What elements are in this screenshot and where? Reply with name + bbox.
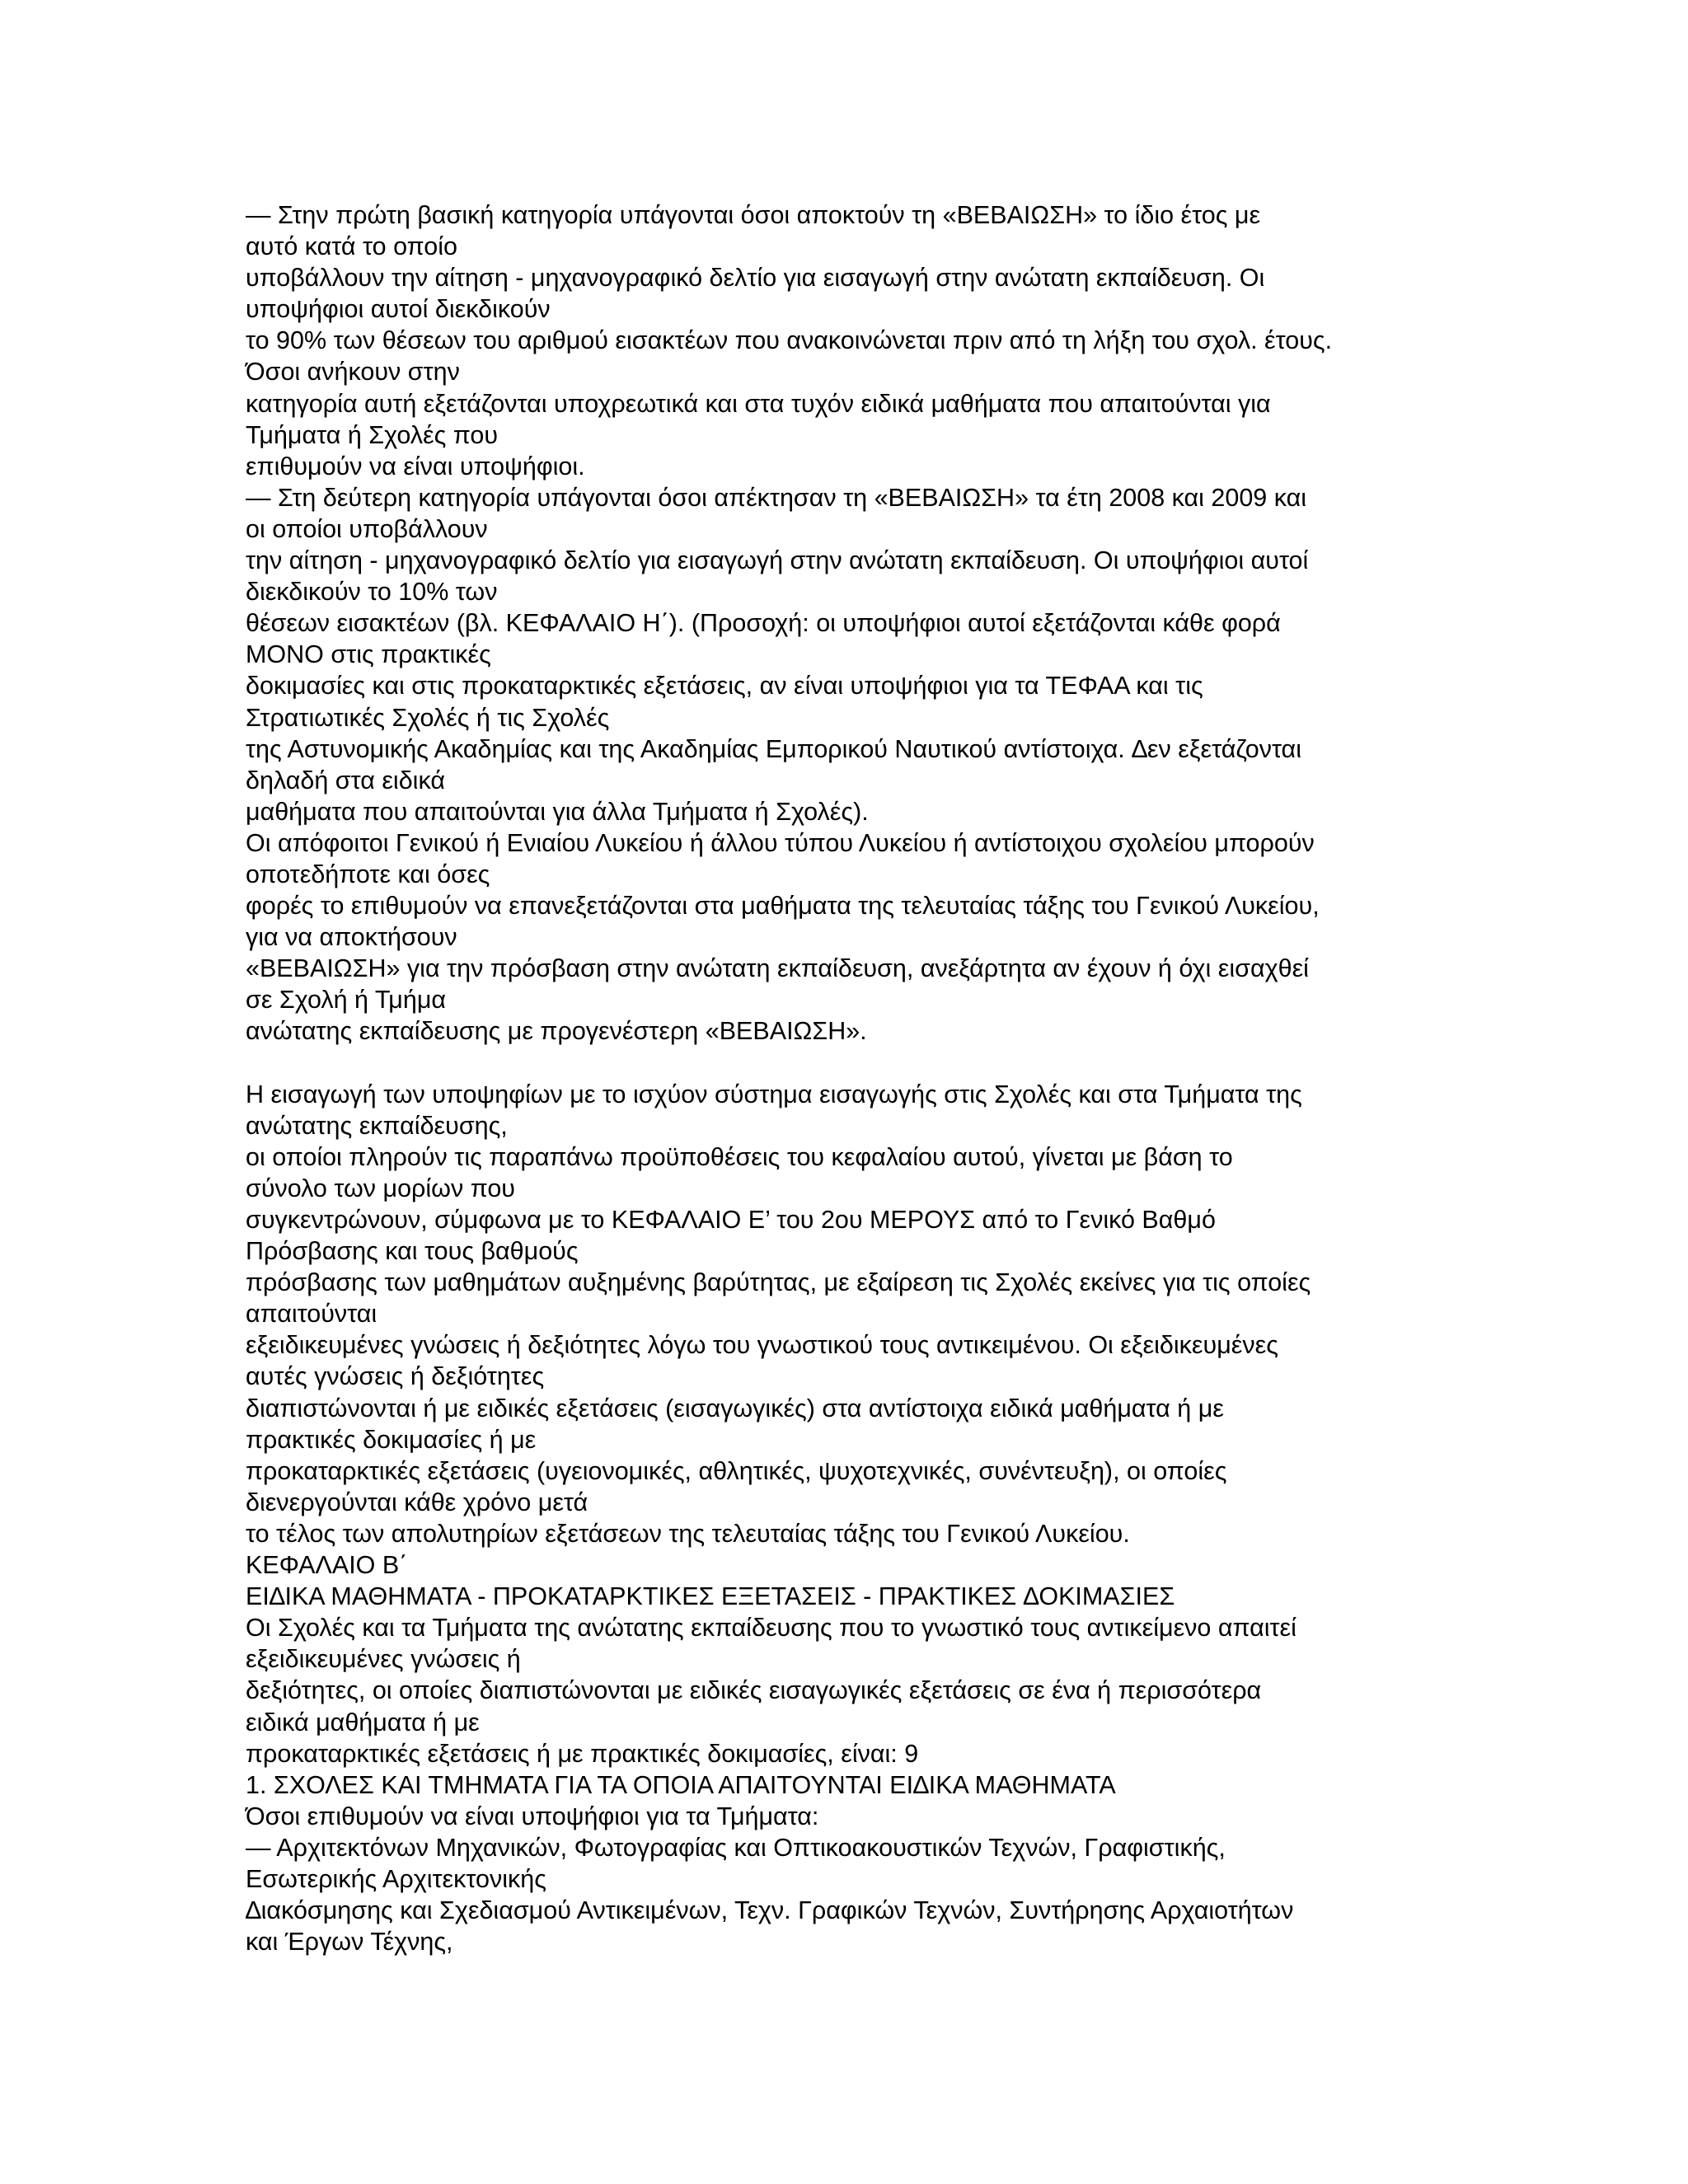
text-line: εξειδικευμένες γνώσεις ή δεξιότητες λόγω του γνωστικού τους αντικειμένου. Οι εξειδικευμένες <box>246 1331 1278 1360</box>
text-line: Η εισαγωγή των υποψηφίων με το ισχύον σύστημα εισαγωγής στις Σχολές και στα Τμήματα της <box>246 1080 1302 1108</box>
text-line: — Αρχιτεκτόνων Μηχανικών, Φωτογραφίας και Οπτικοακουστικών Τεχνών, Γραφιστικής, <box>246 1833 1226 1862</box>
text-line: Στρατιωτικές Σχολές ή τις Σχολές <box>246 703 610 732</box>
text-line: συγκεντρώνουν, σύμφωνα με το ΚΕΦΑΛΑΙΟ Ε’ του 2ου ΜΕΡΟΥΣ από το Γενικό Βαθμό <box>246 1206 1216 1234</box>
text-line: Πρόσβασης και τους βαθμούς <box>246 1237 579 1266</box>
text-line: — Στη δεύτερη κατηγορία υπάγονται όσοι απέκτησαν τη «ΒΕΒΑΙΩΣΗ» τα έτη 2008 και 2009 και <box>246 483 1307 512</box>
text-line: σύνολο των μορίων που <box>246 1174 515 1202</box>
text-line: σε Σχολή ή Τμήμα <box>246 986 447 1015</box>
text-line: ΚΕΦΑΛΑΙΟ Β΄ <box>246 1551 408 1580</box>
text-line: προκαταρκτικές εξετάσεις (υγειονομικές, αθλητικές, ψυχοτεχνικές, συνέντευξη), οι οποίες <box>246 1456 1227 1485</box>
text-line: ανώτατης εκπαίδευσης με προγενέστερη «ΒΕΒΑΙΩΣΗ». <box>246 1017 867 1046</box>
text-line: Εσωτερικής Αρχιτεκτονικής <box>246 1864 546 1893</box>
text-line: Οι Σχολές και τα Τμήματα της ανώτατης εκπαίδευσης που το γνωστικό τους αντικείμενο απαιτεί <box>246 1614 1296 1643</box>
text-line: Όσοι επιθυμούν να είναι υποψήφιοι για τα Τμήματα: <box>246 1802 819 1830</box>
text-line: δεξιότητες, οι οποίες διαπιστώνονται με ειδικές εισαγωγικές εξετάσεις σε ένα ή περισσότερα <box>246 1676 1262 1705</box>
blank-line <box>246 1047 1482 1079</box>
text-line: το 90% των θέσεων του αριθμού εισακτέων που ανακοινώνεται πριν από τη λήξη του σχολ. έτους. <box>246 326 1333 355</box>
text-line: Τμήματα ή Σχολές που <box>246 420 498 449</box>
text-line: Όσοι ανήκουν στην <box>246 358 460 387</box>
text-line: ∆ιακόσμησης και Σχεδιασμού Αντικειμένων, Τεχν. Γραφικών Τεχνών, Συντήρησης Αρχαιοτήτων <box>246 1896 1294 1925</box>
text-line: εξειδικευμένες γνώσεις ή <box>246 1645 521 1674</box>
text-line: ανώτατης εκπαίδευσης, <box>246 1111 508 1140</box>
text-line: «ΒΕΒΑΙΩΣΗ» για την πρόσβαση στην ανώτατη εκπαίδευση, ανεξάρτητα αν έχουν ή όχι εισαχθεί <box>246 954 1309 983</box>
text-line: πρακτικές δοκιμασίες ή με <box>246 1425 537 1454</box>
text-line: επιθυμούν να είναι υποψήφιοι. <box>246 452 585 480</box>
text-line: Οι απόφοιτοι Γενικού ή Ενιαίου Λυκείου ή άλλου τύπου Λυκείου ή αντίστοιχου σχολείου μπορούν <box>246 828 1315 857</box>
text-line: αυτές γνώσεις ή δεξιότητες <box>246 1362 545 1391</box>
text-line: φορές το επιθυμούν να επανεξετάζονται στα μαθήματα της τελευταίας τάξης του Γενικού Λυκείου, <box>246 892 1320 921</box>
text-line: οι οποίοι υποβάλλουν <box>246 514 488 543</box>
text-line: το τέλος των απολυτηρίων εξετάσεων της τελευταίας τάξης του Γενικού Λυκείου. <box>246 1519 1130 1548</box>
text-line: οι οποίοι πληρούν τις παραπάνω προϋποθέσεις του κεφαλαίου αυτού, γίνεται με βάση το <box>246 1142 1233 1171</box>
text-line: δηλαδή στα ειδικά <box>246 766 445 794</box>
text-line: της Αστυνομικής Ακαδημίας και της Ακαδημίας Εμπορικού Ναυτικού αντίστοιχα. ∆εν εξετάζονται <box>246 734 1301 763</box>
text-line: θέσεων εισακτέων (βλ. ΚΕΦΑΛΑΙΟ Η΄). (Προσοχή: οι υποψήφιοι αυτοί εξετάζονται κάθε φορά <box>246 609 1281 638</box>
text-line: και Έργων Τέχνης, <box>246 1928 453 1957</box>
text-line: διενεργούνται κάθε χρόνο μετά <box>246 1488 588 1516</box>
body-text <box>246 199 1482 1957</box>
text-line: υποβάλλουν την αίτηση - μηχανογραφικό δελτίο για εισαγωγή στην ανώτατη εκπαίδευση. Οι <box>246 264 1265 293</box>
text-line: ΕΙ∆ΙΚΑ ΜΑΘΗΜΑΤΑ - ΠΡΟΚΑΤΑΡΚΤΙΚΕΣ ΕΞΕΤΑΣΕΙΣ - ΠΡΑΚΤΙΚΕΣ ∆ΟΚΙΜΑΣΙΕΣ <box>246 1582 1175 1611</box>
text-line: ειδικά μαθήματα ή με <box>246 1708 480 1736</box>
text-line: οποτεδήποτε και όσες <box>246 860 490 888</box>
text-line: — Στην πρώτη βασική κατηγορία υπάγονται όσοι αποκτούν τη «ΒΕΒΑΙΩΣΗ» το ίδιο έτος με <box>246 201 1261 229</box>
text-line: μαθήματα που απαιτούνται για άλλα Τμήματα ή Σχολές). <box>246 797 869 826</box>
text-line: απαιτούνται <box>246 1300 377 1329</box>
text-line: προκαταρκτικές εξετάσεις ή με πρακτικές δοκιμασίες, είναι: 9 <box>246 1739 919 1768</box>
text-line: διεκδικούν το 10% των <box>246 578 498 607</box>
text-line: δοκιμασίες και στις προκαταρκτικές εξετάσεις, αν είναι υποψήφιοι για τα ΤΕΦΑΑ και τις <box>246 672 1203 701</box>
text-line: κατηγορία αυτή εξετάζονται υποχρεωτικά και στα τυχόν ειδικά μαθήματα που απαιτούνται για <box>246 389 1271 418</box>
text-line: ΜΟΝΟ στις πρακτικές <box>246 640 491 669</box>
text-line: αυτό κατά το οποίο <box>246 232 457 261</box>
text-line: πρόσβασης των μαθημάτων αυξημένης βαρύτητας, με εξαίρεση τις Σχολές εκείνες για τις οποίες <box>246 1268 1311 1297</box>
text-line: διαπιστώνονται ή με ειδικές εξετάσεις (εισαγωγικές) στα αντίστοιχα ειδικά μαθήματα ή με <box>246 1394 1224 1422</box>
text-line: υποψήφιοι αυτοί διεκδικούν <box>246 295 551 324</box>
text-line: 1. ΣΧΟΛΕΣ ΚΑΙ ΤΜΗΜΑΤΑ ΓΙΑ ΤΑ ΟΠΟΙΑ ΑΠΑΙΤΟΥΝΤΑΙ ΕΙ∆ΙΚΑ ΜΑΘΗΜΑΤΑ <box>246 1770 1116 1799</box>
text-line: την αίτηση - μηχανογραφικό δελτίο για εισαγωγή στην ανώτατη εκπαίδευση. Οι υποψήφιοι αυτοί <box>246 546 1309 575</box>
text-line: για να αποκτήσουν <box>246 923 457 952</box>
